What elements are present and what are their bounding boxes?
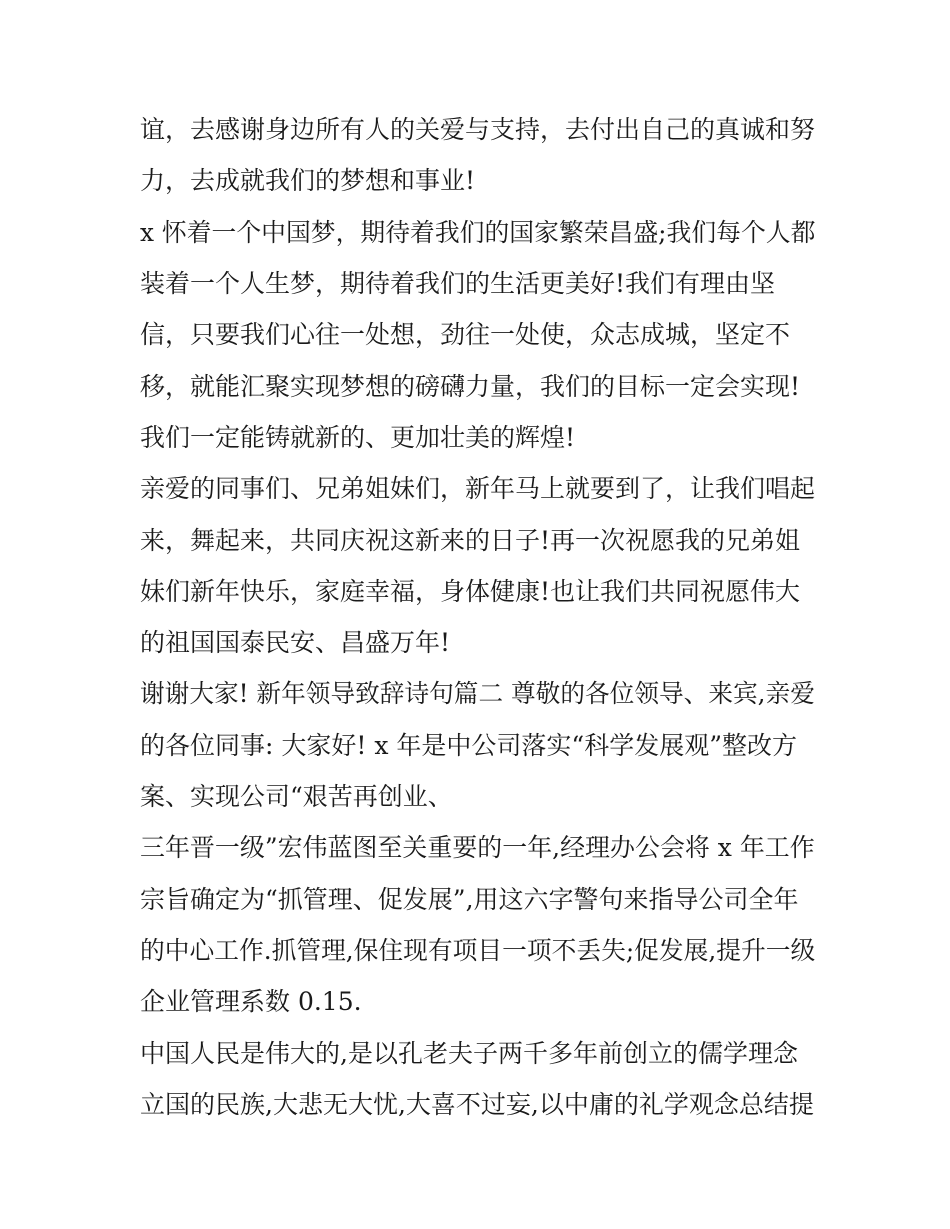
text-line: 来，舞起来，共同庆祝这新来的日子!再一次祝愿我的兄弟姐 [140, 526, 801, 555]
text-line: 企业管理系数 0.15. [140, 987, 362, 1016]
text-line: 力，去成就我们的梦想和事业! [140, 166, 476, 195]
text-line: 立国的民族,大悲无大忧,大喜不过妄,以中庸的礼学观念总结提 [140, 1090, 814, 1119]
text-line: 的各位同事: 大家好! x 年是中公司落实“科学发展观”整改方 [140, 731, 797, 760]
text-line: 装着一个人生梦，期待着我们的生活更美好!我们有理由坚 [140, 269, 776, 298]
text-line: 的祖国国泰民安、昌盛万年! [140, 628, 451, 657]
text-line: 亲爱的同事们、兄弟姐妹们，新年马上就要到了，让我们唱起 [140, 474, 816, 503]
text-line: 妹们新年快乐，家庭幸福，身体健康!也让我们共同祝愿伟大 [140, 577, 801, 606]
text-line: 中国人民是伟大的,是以孔老夫子两千多年前创立的儒学理念 [140, 1039, 798, 1068]
text-line: 宗旨确定为“抓管理、促发展”,用这六字警句来指导公司全年 [140, 885, 799, 914]
text-line: 案、实现公司“艰苦再创业、 [140, 782, 453, 811]
text-line: 信，只要我们心往一处想，劲往一处使，众志成城，坚定不 [140, 320, 791, 349]
text-line: 我们一定能铸就新的、更加壮美的辉煌! [140, 423, 576, 452]
text-line: x 怀着一个中国梦，期待着我们的国家繁荣昌盛;我们每个人都 [140, 218, 816, 247]
text-line: 谢谢大家! 新年领导致辞诗句篇二 尊敬的各位领导、来宾,亲爱 [140, 679, 815, 708]
text-line: 的中心工作.抓管理,保住现有项目一项不丢失;促发展,提升一级 [140, 936, 816, 965]
text-line: 谊，去感谢身边所有人的关爱与支持，去付出自己的真诚和努 [140, 115, 816, 144]
text-line: 三年晋一级”宏伟蓝图至关重要的一年,经理办公会将 x 年工作 [140, 833, 815, 862]
text-line: 移，就能汇聚实现梦想的磅礴力量，我们的目标一定会实现! [140, 372, 801, 401]
